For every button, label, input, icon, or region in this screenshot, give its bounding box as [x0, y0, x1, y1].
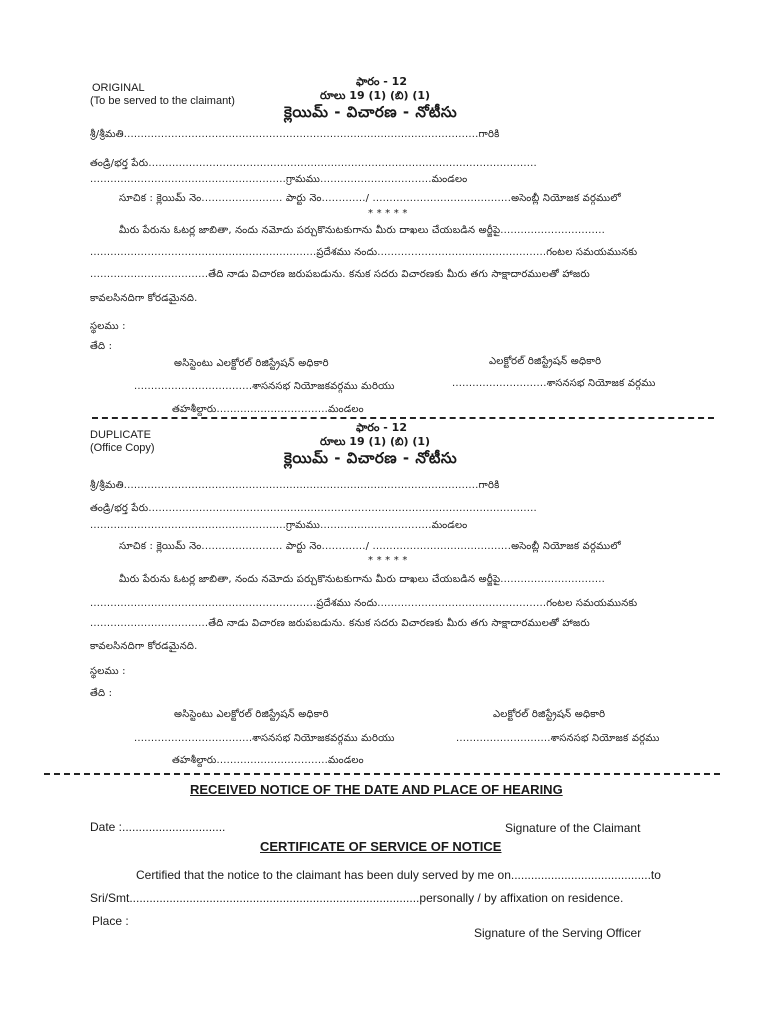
- father-line: తండ్రి/భర్త పేరు...................................................................................................................: [90, 158, 537, 169]
- claimant-signature-label: Signature of the Claimant: [505, 821, 641, 835]
- stars-divider: * * * * *: [368, 208, 408, 219]
- serving-officer-signature-label: Signature of the Serving Officer: [474, 926, 642, 940]
- place-label: స్థలము :: [90, 666, 126, 677]
- tahsildar-line: తహశీల్దారు.................................మండలం: [172, 755, 364, 766]
- ero-title: ఎలక్టోరల్ రిజిస్ట్రేషన్ అధికారి: [489, 356, 602, 367]
- stars-divider: * * * * *: [368, 555, 408, 566]
- aero-title: అసిస్టెంటు ఎలక్టోరల్ రిజిస్ట్రేషన్ అధికారి: [174, 709, 329, 720]
- ero-constituency-line: ............................శాసనసభ నియోజక వర్గము: [456, 733, 660, 744]
- name-line: శ్రీ/శ్రీమతి.........................................................................................................గారికి: [90, 129, 500, 140]
- certificate-heading: CERTIFICATE OF SERVICE OF NOTICE: [260, 839, 502, 854]
- tahsildar-line: తహశీల్దారు.................................మండలం: [172, 404, 364, 415]
- notice-paragraph-2: ...................................................................ప్రదేశము నందు..................................................గంటల సమయమునకు: [90, 598, 638, 609]
- notice-paragraph-4: కావలసినదిగా కోరడమైనది.: [90, 641, 198, 652]
- reference-line: సూచిక : క్లెయిమ్ నెం........................ పార్టు నెం............./ .........................................అసెంబ్లీ నియోజక వర్గములో: [119, 541, 621, 552]
- rule-number: రూలు 19 (1) (బి) (1): [320, 435, 431, 448]
- notice-paragraph-3: ...................................తేది నాడు విచారణ జరుపబడును. కనుక సదరు విచారణకు మీరు తగు సాక్షాదారములతో హాజరు: [90, 269, 590, 280]
- father-line: తండ్రి/భర్త పేరు...................................................................................................................: [90, 503, 537, 514]
- date-label: తేది :: [90, 688, 113, 699]
- cut-line-divider: [92, 417, 714, 419]
- name-line: శ్రీ/శ్రీమతి.........................................................................................................గారికి: [90, 480, 500, 491]
- ero-constituency-line: ............................శాసనసభ నియోజక వర్గము: [452, 378, 656, 389]
- form-number: ఫారం - 12: [356, 75, 407, 88]
- form-title: క్లెయిమ్ - విచారణ - నోటీసు: [284, 449, 458, 467]
- form-title: క్లెయిమ్ - విచారణ - నోటీసు: [284, 103, 458, 121]
- received-heading: RECEIVED NOTICE OF THE DATE AND PLACE OF HEARING: [190, 782, 563, 797]
- certificate-line-1: Certified that the notice to the claimant has been duly served by me on..........................................to: [136, 868, 661, 882]
- reference-line: సూచిక : క్లెయిమ్ నెం........................ పార్టు నెం............./ .........................................అసెంబ్లీ నియోజక వర్గములో: [119, 193, 621, 204]
- notice-paragraph-2: ...................................................................ప్రదేశము నందు..................................................గంటల సమయమునకు: [90, 247, 638, 258]
- copy-note: (To be served to the claimant): [90, 95, 235, 107]
- copy-label: DUPLICATE: [90, 429, 151, 441]
- aero-constituency-line: ...................................శాసనసభ నియోజకవర్గము మరియు: [134, 381, 395, 392]
- rule-number: రూలు 19 (1) (బి) (1): [320, 89, 431, 102]
- form-number: ఫారం - 12: [356, 421, 407, 434]
- certificate-place: Place :: [92, 914, 129, 928]
- notice-paragraph-1: మీరు పేరును ఓటర్ల జాబితా, నందు నమోదు పర్చుకొనుటకుగాను మీరు దాఖలు చేయబడిన అర్జీపై...............................: [119, 574, 605, 585]
- village-line: ..........................................................గ్రామము.................................మండలం: [90, 520, 468, 531]
- village-line: ..........................................................గ్రామము.................................మండలం: [90, 174, 468, 185]
- copy-note: (Office Copy): [90, 442, 155, 454]
- cut-line-divider: [44, 773, 720, 775]
- notice-paragraph-4: కావలసినదిగా కోరడమైనది.: [90, 293, 198, 304]
- certificate-line-2: Sri/Smt.......................................................................................personally / by affixation on residence.: [90, 891, 624, 905]
- copy-label: ORIGINAL: [92, 82, 145, 94]
- date-label: తేది :: [90, 341, 113, 352]
- aero-title: అసిస్టెంటు ఎలక్టోరల్ రిజిస్ట్రేషన్ అధికారి: [174, 358, 329, 369]
- notice-paragraph-1: మీరు పేరును ఓటర్ల జాబితా, నందు నమోదు పర్చుకొనుటకుగాను మీరు దాఖలు చేయబడిన అర్జీపై...............................: [119, 225, 605, 236]
- notice-paragraph-3: ...................................తేది నాడు విచారణ జరుపబడును. కనుక సదరు విచారణకు మీరు తగు సాక్షాదారములతో హాజరు: [90, 618, 590, 629]
- ero-title: ఎలక్టోరల్ రిజిస్ట్రేషన్ అధికారి: [493, 709, 606, 720]
- aero-constituency-line: ...................................శాసనసభ నియోజకవర్గము మరియు: [134, 733, 395, 744]
- place-label: స్థలము :: [90, 321, 126, 332]
- received-date: Date :...............................: [90, 820, 226, 834]
